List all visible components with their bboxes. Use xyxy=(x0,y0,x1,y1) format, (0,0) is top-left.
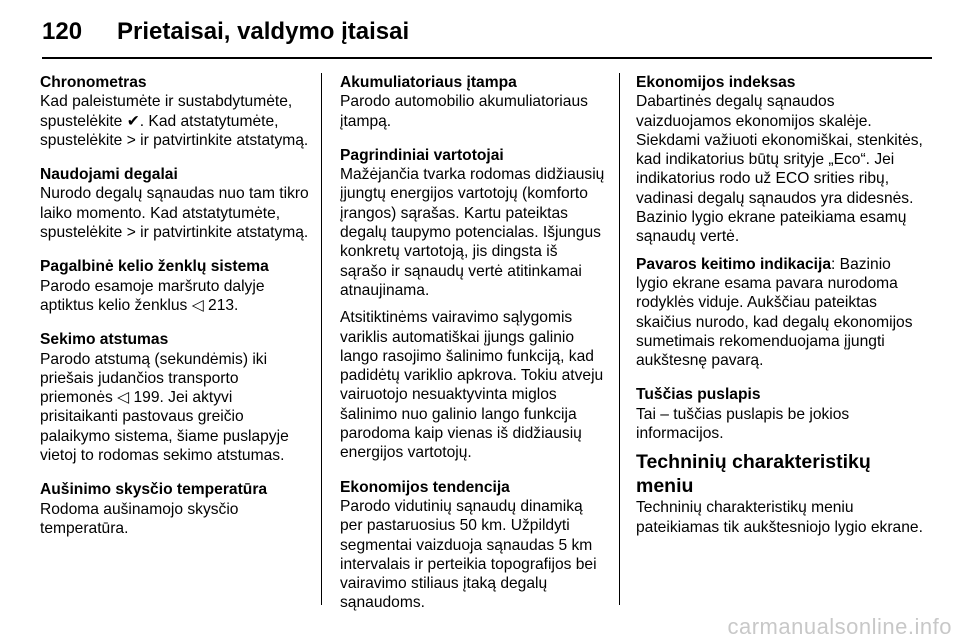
column-divider xyxy=(321,73,322,605)
section-title: Tuščias puslapis xyxy=(636,386,761,404)
column-1 xyxy=(40,73,310,553)
section-ekonomijos-indeksas xyxy=(636,73,926,370)
section-chronometras xyxy=(40,73,310,150)
section-pagrindiniai-vartotojai xyxy=(340,146,608,463)
section-title: Pagalbinė kelio ženklų sistema xyxy=(40,258,269,276)
chevron-right-icon: > xyxy=(126,224,136,242)
chevron-right-icon: > xyxy=(126,131,136,149)
section-text: Parodo automobilio akumuliatoriaus įtampą. xyxy=(340,93,588,130)
column-divider xyxy=(619,73,620,605)
section-ekonomijos-tendencija xyxy=(340,478,608,613)
section-title: Naudojami degalai xyxy=(40,166,178,184)
section-text: Parodo vidutinių sąnaudų dinamiką per pastaruosius 50 km. Užpildyti segmentai vaizduoja sąnaudas 5 km intervalais ir perteikia topografijos bei vairavimo stiliaus įtaką degalų sąnaudoms. xyxy=(340,497,597,612)
page-title: Prietaisai, valdymo įtaisai xyxy=(117,18,410,45)
section-tuscias-puslapis xyxy=(636,385,926,443)
section-title: Akumuliatoriaus įtampa xyxy=(340,74,517,91)
section-title: Pagrindiniai vartotojai xyxy=(340,146,504,164)
section-text: Kad paleistumėte ir sustabdytumėte, spustelėkite ✔. Kad atstatytumėte, spustelėkite > ir patvirtinkite atstatymą. xyxy=(40,93,309,149)
section-text: Parodo atstumą (sekundėmis) iki priešais judančios transporto priemonės ◁ 199. Jei aktyvi prisitaikanti pastovaus greičio palaikymo sistema, šiame puslapyje vietoj to rodomas sekimo atstumas. xyxy=(40,350,289,465)
section-title: Ekonomijos tendencija xyxy=(340,478,510,496)
section-techniniu-charakteristiku-meniu xyxy=(636,450,926,537)
section-title: Ekonomijos indeksas xyxy=(636,74,796,91)
section-title: Sekimo atstumas xyxy=(40,331,169,349)
section-text: Rodoma aušinamojo skysčio temperatūra. xyxy=(40,500,239,537)
section-text: Parodo esamoje maršruto dalyje aptiktus kelio ženklus ◁ 213. xyxy=(40,277,265,314)
section-title: Aušinimo skysčio temperatūra xyxy=(40,481,268,499)
section-text: Mažėjančia tvarka rodomas didžiausių įjungtų energijos vartotojų (komforto įrangos) sąrašas. Kartu pateiktas degalų taupymo potencialas. Išjungus konkretų vartotoją, jis dingsta iš sąrašo ir sąnaudų vertė atitinkamai atnaujinama. xyxy=(340,166,605,299)
watermark: carmanualsonline.info xyxy=(727,614,952,639)
section-title: Chronometras xyxy=(40,74,147,91)
header-divider xyxy=(42,57,932,59)
section-text: Tai – tuščias puslapis be jokios informacijos. xyxy=(636,405,850,443)
column-2 xyxy=(340,73,608,628)
page-header xyxy=(42,10,932,58)
inline-heading: Pavaros keitimo indikacija xyxy=(636,255,832,273)
section-sekimo-atstumas xyxy=(40,330,310,465)
section-akumuliatoriaus-itampa xyxy=(340,73,608,131)
section-text: Dabartinės degalų sąnaudos vaizduojamos ekonomijos skalėje. Siekdami važiuoti ekonomiškai, stenkitės, kad indikatorius būtų srityje „Eco“. Jei indikatorius rodo už ECO srities ribų, vadinasi degalų sąnaudos yra didesnės. Bazinio lygio ekrane pateikiama esamų sąnaudų vertė. xyxy=(636,93,923,246)
section-kelio-zenklu-sistema xyxy=(40,257,310,315)
section-text: Nurodo degalų sąnaudas nuo tam tikro laiko momento. Kad atstatytumėte, spustelėkite > ir patvirtinkite atstatymą. xyxy=(40,185,309,242)
page-reference-icon: ◁ xyxy=(117,389,130,407)
section-naudojami-degalai xyxy=(40,165,310,242)
check-icon: ✔ xyxy=(126,112,140,130)
section-ausinimo-skyscio-temperatura xyxy=(40,480,310,538)
section-text: Pavaros keitimo indikacija: Bazinio lygio ekrane esama pavara nurodoma rodyklės viduje. Aukščiau pateiktas skaičius nurodo, kad degalų ekonomijos sumetimais rekomenduojama įjungti aukštesnę pavarą. xyxy=(636,255,913,370)
section-title: Techninių charakteristikų meniu xyxy=(636,451,871,498)
page-reference-icon: ◁ xyxy=(191,296,204,314)
section-text: Atsitiktinėms vairavimo sąlygomis variklis automatiškai įjungs galinio lango rasojimo šalinimo funkciją, kad padidėtų variklio apkrova. Tokiu atveju vairuotojo nesuaktyvinta miglos šalinimo nuo galinio lango funkcija parodoma kaip vienas iš didžiausių energijos vartotojų. xyxy=(340,309,604,462)
column-3 xyxy=(636,73,926,552)
page-number: 120 xyxy=(42,18,83,45)
section-text: Techninių charakteristikų meniu pateikiamas tik aukštesniojo lygio ekrane. xyxy=(636,499,923,536)
